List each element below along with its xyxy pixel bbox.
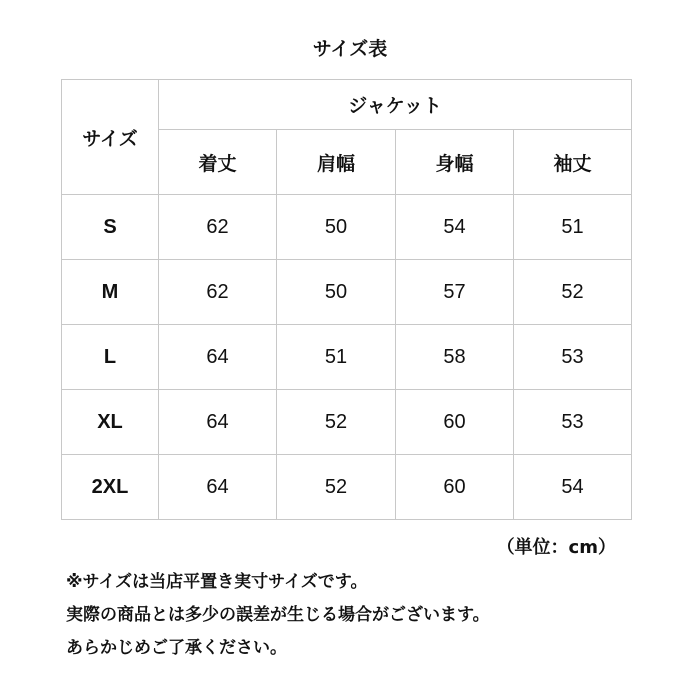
table-cell: 54 <box>514 455 632 520</box>
table-cell: 62 <box>159 195 277 260</box>
size-table <box>61 79 632 520</box>
table-row <box>62 325 632 390</box>
size-label: 2XL <box>62 455 159 520</box>
note-line: 実際の商品とは多少の誤差が生じる場合がございます。 <box>66 605 490 625</box>
jacket-group-header: ジャケット <box>159 80 632 130</box>
table-cell: 54 <box>396 195 514 260</box>
size-header: サイズ <box>62 80 159 195</box>
table-row <box>62 195 632 260</box>
table-row <box>62 390 632 455</box>
table-cell: 64 <box>159 390 277 455</box>
unit-note: （単位：cm） <box>496 537 616 558</box>
column-header-length: 着丈 <box>159 130 277 195</box>
size-label: M <box>62 260 159 325</box>
table-cell: 60 <box>396 390 514 455</box>
note-line: あらかじめご了承ください。 <box>66 638 287 658</box>
table-row <box>62 260 632 325</box>
column-header-chest: 身幅 <box>396 130 514 195</box>
table-cell: 62 <box>159 260 277 325</box>
column-header-sleeve: 袖丈 <box>514 130 632 195</box>
note-line: ※サイズは当店平置き実寸サイズです。 <box>66 572 368 592</box>
notes <box>66 566 490 665</box>
table-header-row <box>62 80 632 130</box>
table-cell: 60 <box>396 455 514 520</box>
table-cell: 52 <box>277 455 396 520</box>
table-cell: 50 <box>277 260 396 325</box>
table-cell: 53 <box>514 325 632 390</box>
table-cell: 52 <box>514 260 632 325</box>
table-cell: 57 <box>396 260 514 325</box>
table-cell: 53 <box>514 390 632 455</box>
size-chart-title: サイズ表 <box>312 38 388 60</box>
column-header-shoulder: 肩幅 <box>277 130 396 195</box>
table-row <box>62 455 632 520</box>
table-cell: 51 <box>514 195 632 260</box>
size-label: S <box>62 195 159 260</box>
table-cell: 64 <box>159 325 277 390</box>
size-label: L <box>62 325 159 390</box>
table-cell: 51 <box>277 325 396 390</box>
table-cell: 64 <box>159 455 277 520</box>
table-cell: 58 <box>396 325 514 390</box>
table-cell: 52 <box>277 390 396 455</box>
size-label: XL <box>62 390 159 455</box>
table-cell: 50 <box>277 195 396 260</box>
